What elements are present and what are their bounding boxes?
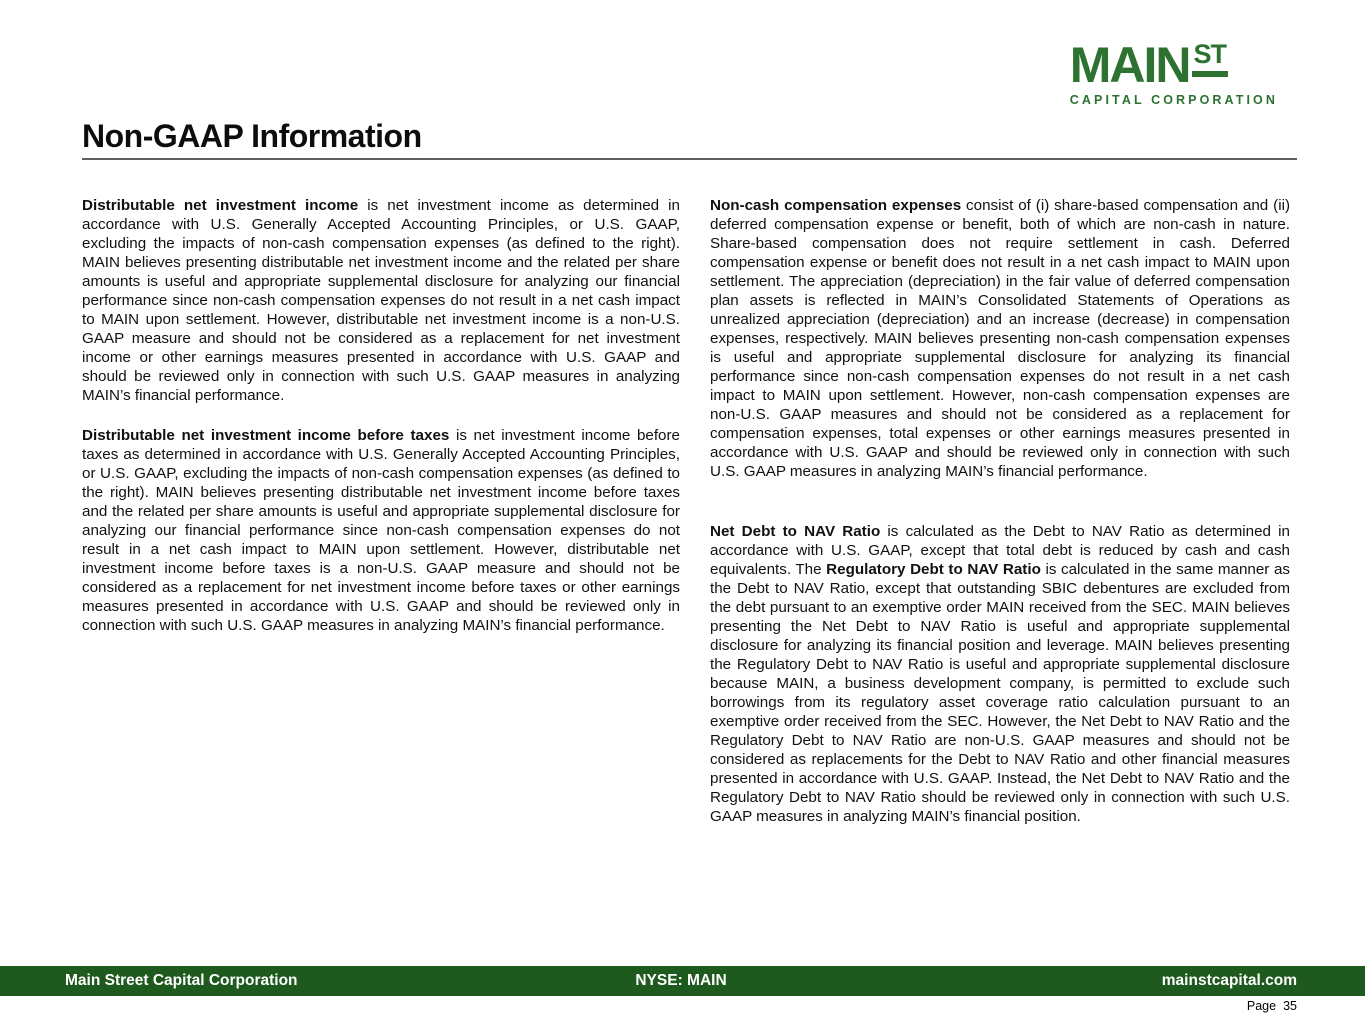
page-number <box>1247 999 1297 1013</box>
content-columns <box>82 196 1290 847</box>
footer-website: mainstcapital.com <box>1161 972 1298 989</box>
paragraph-distributable-net-investment-income: Distributable net investment income is net investment income as determined in accordance with U.S. Generally Accepted Accounting Principles, or U.S. GAAP, excluding the impacts of non-cash compensation expenses (as defined to the right). MAIN believes presenting distributable net investment income and the related per share amounts is useful and appropriate supplemental disclosure for analyzing our financial performance since non-cash compensation expenses do not result in a net cash impact to MAIN upon settlement. However, distributable net investment income is a non-U.S. GAAP measure and should not be considered as a replacement for net investment income or other earnings measures presented in accordance with U.S. GAAP and should be reviewed only in connection with such U.S. GAAP measures in analyzing MAIN’s financial performance. <box>82 197 680 404</box>
paragraph-distributable-net-investment-income-before-taxes: Distributable net investment income before taxes is net investment income before taxes as determined in accordance with U.S. Generally Accepted Accounting Principles, or U.S. GAAP, excluding the impacts of non-cash compensation expenses (as defined to the right). MAIN believes presenting distributable net investment income before taxes and the related per share amounts is useful and appropriate supplemental disclosure for analyzing our financial performance since non-cash compensation expenses do not result in a net cash impact to MAIN upon settlement. However, distributable net investment income before taxes is a non-U.S. GAAP measure and should not be considered as a replacement for net investment income before taxes or other earnings measures presented in accordance with U.S. GAAP and should be reviewed only in connection with such U.S. GAAP measures in analyzing MAIN’s financial performance. <box>82 427 681 634</box>
paragraph-net-debt-to-nav-ratio: Net Debt to NAV Ratio is calculated as the Debt to NAV Ratio as determined in accordance with U.S. GAAP, except that total debt is reduced by cash and cash equivalents. The Regulatory Debt to NAV Ratio is calculated in the same manner as the Debt to NAV Ratio, except that outstanding SBIC debentures are excluded from the debt pursuant to an exemptive order MAIN received from the SEC. MAIN believes presenting the Net Debt to NAV Ratio is useful and appropriate supplemental disclosure for analyzing its financial position and leverage. MAIN believes presenting the Regulatory Debt to NAV Ratio is useful and appropriate supplemental disclosure because MAIN, a business development company, is permitted to exclude such borrowings from its regulatory asset coverage ratio calculation pursuant to an exemptive order received from the SEC. However, the Net Debt to NAV Ratio and the Regulatory Debt to NAV Ratio are non-U.S. GAAP measures and should not be considered as replacements for the Debt to NAV Ratio and other financial measures presented in accordance with U.S. GAAP. Instead, the Net Debt to NAV Ratio and the Regulatory Debt to NAV Ratio should be reviewed only in connection with such U.S. GAAP measures in analyzing MAIN’s financial position. <box>710 523 1290 825</box>
page-number-value: 35 <box>1283 999 1297 1013</box>
left-column <box>82 196 680 847</box>
title-rule <box>82 158 1297 160</box>
footer-ticker: NYSE: MAIN <box>635 972 727 989</box>
page-title: Non-GAAP Information <box>82 118 422 154</box>
paragraph-non-cash-compensation-expenses: Non-cash compensation expenses consist of (i) share-based compensation and (ii) deferred compensation expense or benefit, both of which are non-cash in nature. Share-based compensation does not require settlement in cash. Deferred compensation expense or benefit does not result in a net cash impact to MAIN upon settlement. The appreciation (depreciation) in the fair value of deferred compensation plan assets is reflected in MAIN’s Consolidated Statements of Operations as unrealized appreciation (depreciation) and an increase (decrease) in compensation expenses, respectively. MAIN believes presenting non-cash compensation expenses is useful and appropriate supplemental disclosure for analyzing its financial performance since non-cash compensation expenses do not result in a net cash impact to MAIN upon settlement. However, non-cash compensation expenses are non-U.S. GAAP measures and should not be considered as a replacement for compensation expenses, total expenses or other earnings measures presented in accordance with U.S. GAAP and should be reviewed only in connection with such U.S. GAAP measures in analyzing MAIN’s financial performance. <box>710 197 1291 480</box>
logo-subtitle: CAPITAL CORPORATION <box>1069 93 1278 107</box>
logo-wordmark <box>1069 37 1278 93</box>
page-number-label: Page <box>1246 999 1277 1013</box>
footer-company-name: Main Street Capital Corporation <box>65 972 298 989</box>
logo-main-text: MAIN <box>1069 37 1190 93</box>
right-column <box>710 196 1290 847</box>
logo-st-text: ST <box>1192 41 1229 77</box>
company-logo <box>1069 37 1278 107</box>
footer-bar <box>0 966 1365 996</box>
